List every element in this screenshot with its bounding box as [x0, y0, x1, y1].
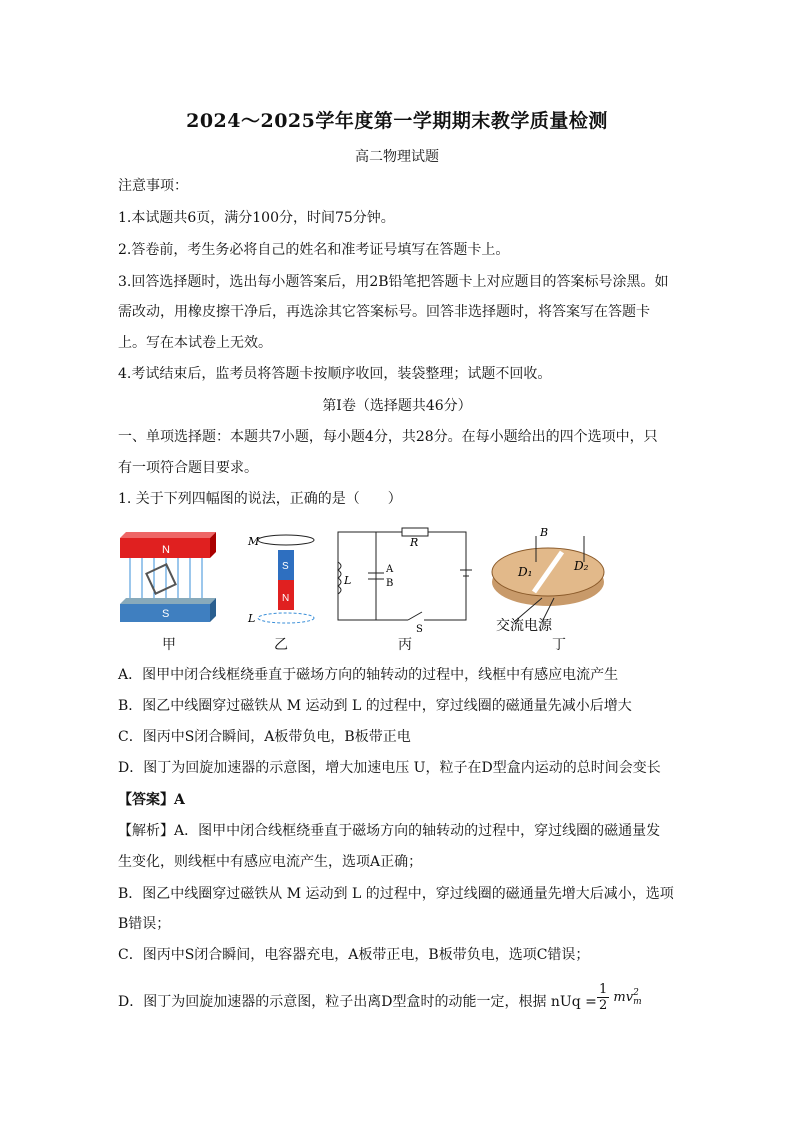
formula-sub: m — [633, 996, 642, 1007]
caption-jia: 甲 — [162, 637, 176, 653]
notice-item: 3.回答选择题时，选出每小题答案后，用2B铅笔把答题卡上对应题目的答案标号涂黑。如 — [118, 274, 669, 290]
label-S: S — [162, 608, 170, 620]
figure-bing — [338, 528, 472, 620]
formula-num: 1 — [599, 982, 608, 997]
answer-label: 【答案】A — [118, 792, 185, 808]
notice-item: 2.答卷前，考生务必将自己的姓名和准考证号填写在答题卡上。 — [118, 242, 510, 258]
analysis-line: D．图丁为回旋加速器的示意图，粒子出离D型盒时的动能一定，根据 nUq = — [118, 994, 597, 1010]
figure-ding — [492, 536, 604, 622]
label-N: N — [162, 544, 170, 556]
label-N2: N — [282, 593, 290, 604]
analysis-line: B．图乙中线圈穿过磁铁从 M 运动到 L 的过程中，穿过线圈的磁通量先增大后减小，选项 — [118, 886, 674, 902]
label-M: M — [248, 535, 260, 548]
label-L: L — [248, 612, 256, 625]
label-ac-source: 交流电源 — [496, 618, 552, 634]
question-stem: 1. 关于下列四幅图的说法，正确的是（ ） — [118, 491, 402, 507]
section-intro: 有一项符合题目要求。 — [118, 460, 258, 476]
option-b: B．图乙中线圈穿过磁铁从 M 运动到 L 的过程中，穿过线圈的磁通量先减小后增大 — [118, 698, 632, 714]
page-subtitle: 高二物理试题 — [355, 149, 439, 165]
caption-bing: 丙 — [398, 637, 412, 653]
label-R: R — [410, 536, 419, 549]
label-switch: S — [416, 624, 423, 635]
caption-yi: 乙 — [274, 637, 288, 653]
formula-tail: mv — [613, 990, 634, 1005]
option-c: C．图丙中S闭合瞬间，A板带负电，B板带正电 — [118, 729, 411, 745]
analysis-line: C．图丙中S闭合瞬间，电容器充电，A板带正电，B板带负电，选项C错误； — [118, 947, 590, 963]
label-B2: B — [540, 526, 549, 539]
notice-item: 4.考试结束后，监考员将答题卡按顺序收回，装袋整理；试题不回收。 — [118, 366, 552, 382]
notice-item: 需改动，用橡皮擦干净后，再选涂其它答案标号。回答非选择题时，将答案写在答题卡 — [118, 304, 650, 320]
figure-yi — [247, 535, 314, 625]
option-a: A．图甲中闭合线框绕垂直于磁场方向的轴转动的过程中，线框中有感应电流产生 — [118, 667, 619, 683]
label-L2: L — [344, 574, 352, 587]
label-S2: S — [282, 561, 289, 572]
analysis-line: 生变化，则线框中有感应电流产生，选项A正确； — [118, 854, 423, 870]
caption-ding: 丁 — [552, 637, 566, 653]
formula-sup: 2 — [633, 987, 639, 998]
notice-item: 1.本试题共6页，满分100分，时间75分钟。 — [118, 210, 395, 226]
formula-den: 2 — [599, 998, 608, 1013]
formula-fraction — [597, 982, 642, 1013]
section-intro: 一、单项选择题：本题共7小题，每小题4分，共28分。在每小题给出的四个选项中，只 — [118, 429, 658, 445]
option-d: D．图丁为回旋加速器的示意图，增大加速电压 U，粒子在D型盒内运动的总时间会变长 — [118, 760, 661, 776]
label-B: B — [386, 578, 394, 589]
label-A: A — [386, 564, 394, 575]
figure-jia — [120, 532, 216, 622]
section-title: 第Ⅰ卷（选择题共46分） — [322, 398, 472, 414]
page-title: 2024～2025学年度第一学期期末教学质量检测 — [186, 110, 608, 132]
notice-heading: 注意事项： — [118, 178, 188, 194]
label-D1: D₁ — [518, 565, 533, 579]
label-D2: D₂ — [574, 559, 589, 573]
notice-item: 上。写在本试卷上无效。 — [118, 335, 272, 351]
analysis-line: B错误； — [118, 916, 171, 932]
analysis-line: 【解析】A．图甲中闭合线框绕垂直于磁场方向的轴转动的过程中，穿过线圈的磁通量发 — [118, 823, 661, 839]
